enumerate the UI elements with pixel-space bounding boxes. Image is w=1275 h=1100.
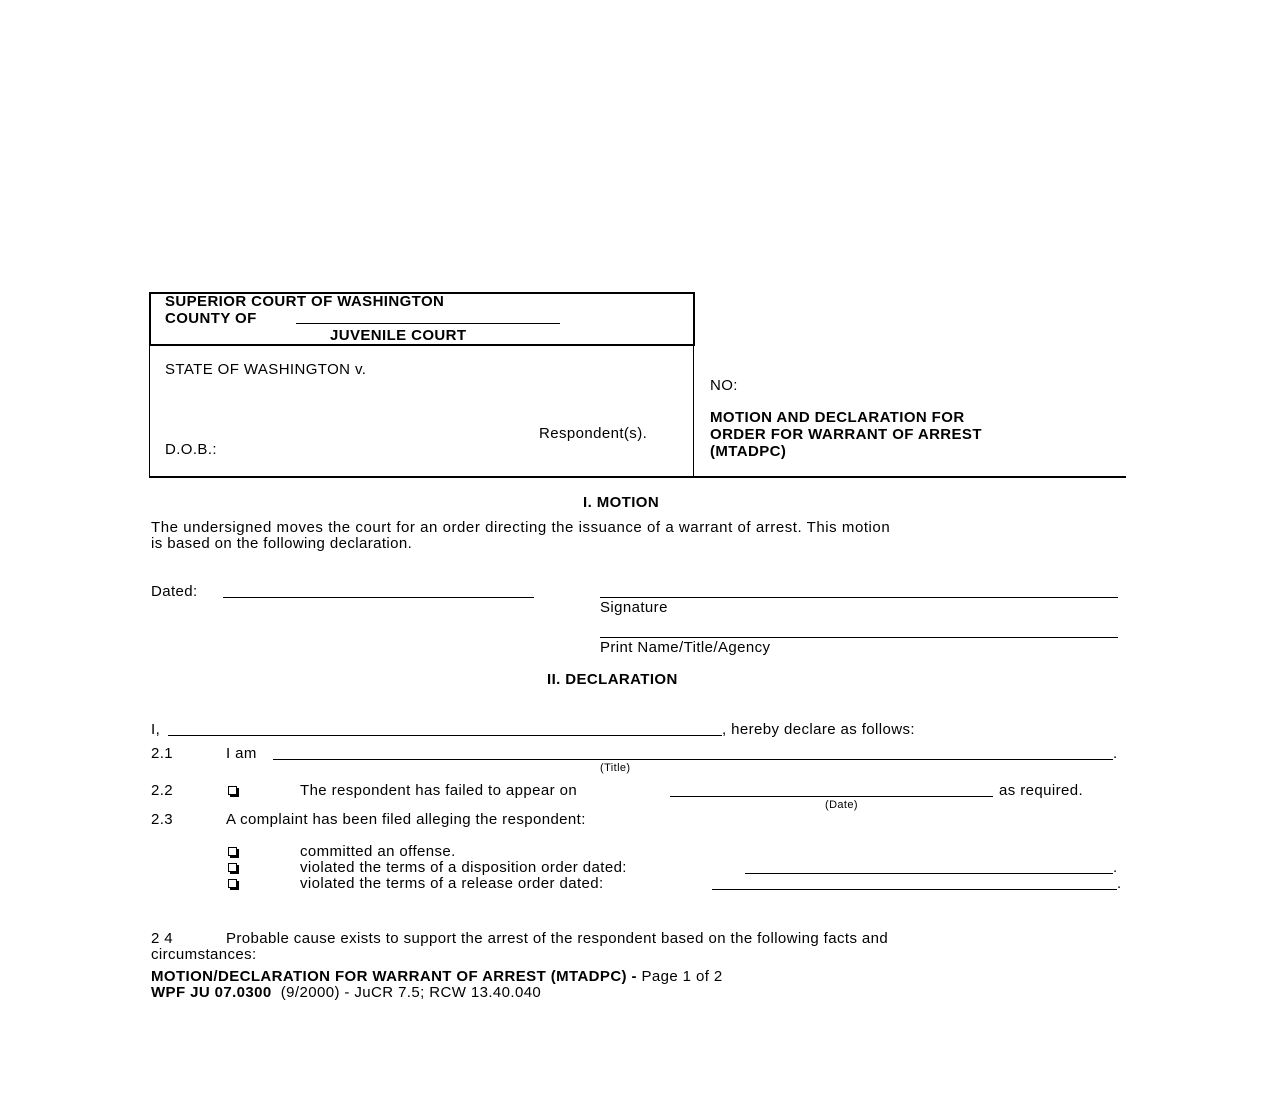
signature-field[interactable] [600, 597, 1118, 598]
date-caption: (Date) [825, 799, 858, 811]
item-2-1-end: . [1113, 745, 1118, 762]
motion-body-line2: is based on the following declaration. [151, 535, 413, 552]
option-disposition-text: violated the terms of a disposition order dated: [300, 859, 627, 876]
release-date-field[interactable] [712, 889, 1117, 890]
footer-form-line [151, 984, 541, 1001]
declaration-heading: II. DECLARATION [547, 671, 678, 688]
dated-field[interactable] [223, 597, 534, 598]
title-field[interactable] [273, 759, 1113, 760]
item-2-3-number: 2.3 [151, 811, 174, 828]
item-2-4-number: 2 4 [151, 930, 174, 947]
declarant-suffix: , hereby declare as follows: [722, 721, 915, 738]
disposition-order-checkbox[interactable] [228, 863, 237, 872]
item-2-3-text: A complaint has been filed alleging the respondent: [226, 811, 586, 828]
motion-body-line1: The undersigned moves the court for an order directing the issuance of a warrant of arrest. This motion [151, 519, 891, 536]
footer-page: Page 1 of 2 [636, 968, 723, 985]
document-title-line1: MOTION AND DECLARATION FOR [710, 409, 965, 426]
respondent-label: Respondent(s). [539, 425, 648, 442]
failed-to-appear-checkbox[interactable] [228, 786, 237, 795]
signature-label: Signature [600, 599, 668, 616]
disposition-date-field[interactable] [745, 873, 1113, 874]
case-number-label: NO: [710, 377, 738, 394]
appear-date-field[interactable] [670, 796, 993, 797]
title-caption: (Title) [600, 762, 631, 774]
item-2-4-line2: circumstances: [151, 946, 257, 963]
item-2-4-line1: Probable cause exists to support the arrest of the respondent based on the following facts and [226, 930, 889, 947]
option-release-end: . [1117, 875, 1122, 892]
footer-title-line [151, 968, 723, 985]
declarant-name-field[interactable] [168, 735, 722, 736]
item-2-1-text: I am [226, 745, 257, 762]
dated-label: Dated: [151, 583, 198, 600]
print-name-field[interactable] [600, 637, 1118, 638]
county-field[interactable] [296, 323, 560, 324]
print-name-label: Print Name/Title/Agency [600, 639, 771, 656]
option-offense-text: committed an offense. [300, 843, 456, 860]
document-title-line2: ORDER FOR WARRANT OF ARREST [710, 426, 982, 443]
item-2-2-suffix: as required. [999, 782, 1084, 799]
motion-heading: I. MOTION [583, 494, 660, 511]
footer-form-ref: (9/2000) - JuCR 7.5; RCW 13.40.040 [271, 984, 542, 1001]
option-disposition-end: . [1113, 859, 1118, 876]
item-2-2-text: The respondent has failed to appear on [300, 782, 578, 799]
release-order-checkbox[interactable] [228, 879, 237, 888]
footer-form-id: WPF JU 07.0300 [151, 984, 272, 1001]
declarant-prefix: I, [151, 721, 161, 738]
caption-divider [693, 345, 694, 478]
juvenile-court-label: JUVENILE COURT [330, 327, 467, 344]
footer-title: MOTION/DECLARATION FOR WARRANT OF ARREST (MTADPC) - [151, 968, 637, 985]
item-2-1-number: 2.1 [151, 745, 174, 762]
caption-left-border [149, 345, 150, 478]
option-release-text: violated the terms of a release order dated: [300, 875, 604, 892]
county-label: COUNTY OF [165, 310, 257, 327]
court-name: SUPERIOR COURT OF WASHINGTON [165, 293, 445, 310]
caption-bottom-rule [149, 476, 1126, 478]
offense-checkbox[interactable] [228, 847, 237, 856]
document-title-line3: (MTADPC) [710, 443, 787, 460]
item-2-2-number: 2.2 [151, 782, 174, 799]
case-parties: STATE OF WASHINGTON v. [165, 361, 367, 378]
dob-label: D.O.B.: [165, 441, 217, 458]
